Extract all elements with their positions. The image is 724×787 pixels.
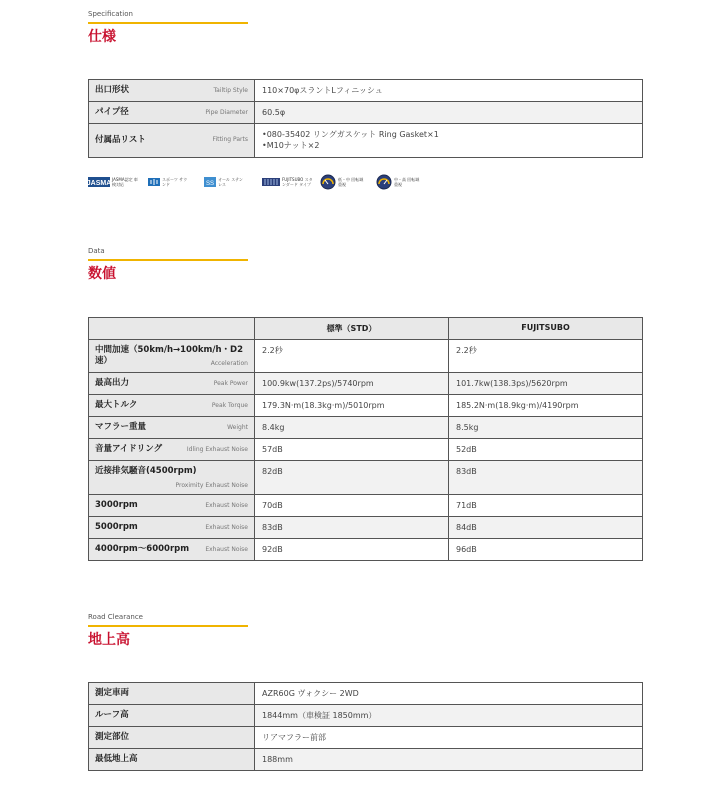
data-en-title: Data [88, 247, 105, 255]
table-row [89, 373, 643, 395]
clearance-label-jp: 測定部位 [95, 732, 130, 742]
data-label-jp: 近接排気騒音(4500rpm) [95, 466, 197, 476]
table-row [89, 395, 643, 417]
clearance-label [89, 705, 255, 727]
data-label [89, 539, 255, 561]
table-row [89, 517, 643, 539]
data-section-header [88, 247, 248, 283]
data-label-jp: 最大トルク [95, 400, 138, 410]
badge-text: オール ステンレス [218, 177, 243, 187]
svg-text:SS: SS [205, 181, 215, 187]
header-blank [89, 318, 255, 340]
stainless-icon [204, 176, 216, 188]
table-row [89, 461, 643, 495]
table-row [89, 102, 643, 124]
data-label-jp: 5000rpm [95, 522, 138, 532]
badge-stainless [204, 173, 244, 191]
clearance-value: AZR60G ヴォクシー 2WD [255, 683, 643, 705]
spec-value [255, 124, 643, 158]
jasma-icon [88, 176, 110, 188]
data-label-en: Exhaust Noise [205, 546, 248, 553]
spec-label-en: Pipe Diameter [205, 109, 248, 116]
header-fujitsubo: FUJITSUBO [449, 318, 643, 340]
badge-mid-speed [376, 173, 420, 191]
low-speed-icon [320, 174, 336, 190]
spec-value-line: •M10ナット×2 [262, 141, 320, 150]
data-std-value: 83dB [255, 517, 449, 539]
data-table [88, 317, 643, 561]
data-fujitsubo-value: 96dB [449, 539, 643, 561]
clearance-value: 1844mm（車検証 1850mm） [255, 705, 643, 727]
clearance-label-jp: 測定車両 [95, 688, 130, 698]
clearance-table [88, 682, 643, 771]
spec-en-title: Specification [88, 10, 133, 18]
badge-text: 中・高 回転域重視 [394, 177, 420, 187]
header-std: 標準（STD） [255, 318, 449, 340]
badge-sound [148, 173, 188, 191]
spec-label-jp: 付属品リスト [95, 135, 146, 145]
data-fujitsubo-value: 52dB [449, 439, 643, 461]
data-fujitsubo-value: 71dB [449, 495, 643, 517]
data-label-jp: 音量アイドリング [95, 444, 163, 454]
clearance-label [89, 749, 255, 771]
table-row [89, 340, 643, 373]
table-row [89, 417, 643, 439]
badge-jasma [88, 173, 138, 191]
badge-text: JASMA認定 車検対応 [112, 177, 138, 187]
spec-label [89, 124, 255, 158]
table-row [89, 727, 643, 749]
table-row [89, 539, 643, 561]
data-label [89, 461, 255, 495]
fujitsubo-standard-icon [262, 176, 280, 188]
data-std-value: 92dB [255, 539, 449, 561]
spec-label-jp: パイプ径 [95, 107, 129, 117]
data-label-jp: 4000rpm～6000rpm [95, 544, 190, 554]
table-row [89, 683, 643, 705]
data-fujitsubo-value: 83dB [449, 461, 643, 495]
clearance-en-title: Road Clearance [88, 613, 143, 621]
data-std-value: 82dB [255, 461, 449, 495]
spec-jp-title: 仕様 [88, 29, 116, 45]
spec-value: 60.5φ [255, 102, 643, 124]
data-label-jp: マフラー重量 [95, 422, 147, 432]
feature-badges [88, 173, 428, 193]
data-fujitsubo-value: 2.2秒 [449, 340, 643, 373]
table-header-row [89, 318, 643, 340]
data-label [89, 439, 255, 461]
data-label-en: Peak Torque [211, 402, 248, 409]
data-label-jp: 3000rpm [95, 500, 138, 510]
data-label [89, 495, 255, 517]
spec-accent-bar [88, 22, 248, 24]
spec-label-jp: 出口形状 [95, 85, 130, 95]
data-std-value: 179.3N·m(18.3kg·m)/5010rpm [255, 395, 449, 417]
data-accent-bar [88, 259, 248, 261]
clearance-value: 188mm [255, 749, 643, 771]
spec-label-en: Fitting Parts [212, 136, 248, 143]
clearance-jp-title: 地上高 [88, 632, 130, 648]
spec-value-line: •080-35402 リングガスケット Ring Gasket×1 [262, 130, 439, 139]
data-fujitsubo-value: 84dB [449, 517, 643, 539]
clearance-section-header [88, 613, 248, 649]
badge-text: FUJITSUBO スタンダード タイプ [282, 177, 313, 187]
data-label-en: Exhaust Noise [205, 502, 248, 509]
badge-text: 低・中 回転域重視 [338, 177, 364, 187]
clearance-value: リアマフラー前部 [255, 727, 643, 749]
table-row [89, 80, 643, 102]
table-row [89, 749, 643, 771]
spec-value: 110×70φスラントLフィニッシュ [255, 80, 643, 102]
data-label [89, 517, 255, 539]
data-std-value: 70dB [255, 495, 449, 517]
data-label-en: Acceleration [210, 360, 248, 367]
data-label-en: Proximity Exhaust Noise [175, 482, 248, 489]
data-label-jp: 中間加速（50km/h→100km/h・D2速） [95, 345, 243, 366]
data-label-en: Peak Power [213, 380, 248, 387]
data-label [89, 373, 255, 395]
data-label-en: Exhaust Noise [205, 524, 248, 531]
data-fujitsubo-value: 8.5kg [449, 417, 643, 439]
spec-table [88, 79, 643, 158]
data-std-value: 8.4kg [255, 417, 449, 439]
clearance-accent-bar [88, 625, 248, 627]
badge-text: スポーツ サウンド [162, 177, 188, 187]
data-label [89, 340, 255, 373]
spec-label [89, 102, 255, 124]
data-std-value: 2.2秒 [255, 340, 449, 373]
badge-fujitsubo-standard [262, 173, 314, 191]
spec-section-header [88, 10, 248, 46]
clearance-label-jp: 最低地上高 [95, 754, 138, 764]
table-row [89, 705, 643, 727]
data-label-jp: 最高出力 [95, 378, 130, 388]
data-label [89, 417, 255, 439]
sound-icon [148, 176, 160, 188]
clearance-label-jp: ルーフ高 [95, 710, 129, 720]
spec-label [89, 80, 255, 102]
data-std-value: 100.9kw(137.2ps)/5740rpm [255, 373, 449, 395]
clearance-label [89, 683, 255, 705]
data-label-en: Weight [227, 424, 248, 431]
data-label-en: Idling Exhaust Noise [186, 446, 248, 453]
data-label [89, 395, 255, 417]
table-row [89, 124, 643, 158]
table-row [89, 439, 643, 461]
table-row [89, 495, 643, 517]
svg-text:JASMA: JASMA [86, 180, 112, 187]
data-std-value: 57dB [255, 439, 449, 461]
clearance-label [89, 727, 255, 749]
data-fujitsubo-value: 101.7kw(138.3ps)/5620rpm [449, 373, 643, 395]
badge-low-speed [320, 173, 364, 191]
spec-label-en: Tailtip Style [213, 87, 248, 94]
mid-speed-icon [376, 174, 392, 190]
data-jp-title: 数値 [88, 266, 116, 282]
data-fujitsubo-value: 185.2N·m(18.9kg·m)/4190rpm [449, 395, 643, 417]
